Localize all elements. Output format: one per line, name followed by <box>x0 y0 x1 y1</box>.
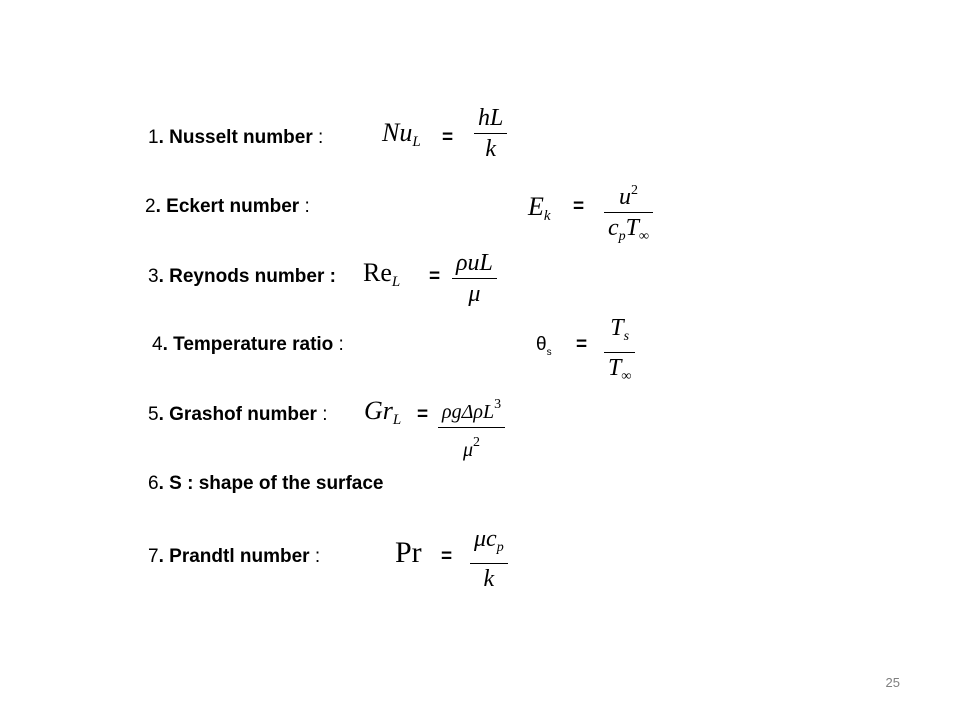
eckert-symbol: $E_k$ <box>528 192 551 224</box>
item-1-label: 1. Nusselt number : <box>148 127 324 148</box>
item-3-label: 3. Reynods number : <box>148 266 336 287</box>
eckert-formula: $u^2$ $c_pT_\infty$ <box>604 176 653 252</box>
item-3-equals: = <box>429 266 441 287</box>
reynolds-formula: ρuL μ <box>452 248 497 309</box>
prandtl-symbol: Pr <box>395 536 422 569</box>
item-5-equals: = <box>417 404 429 425</box>
theta-symbol: $\theta_s$ <box>536 334 552 358</box>
item-2-label: 2. Eckert number : <box>145 196 310 217</box>
item-2-equals: = <box>573 196 585 217</box>
reynolds-symbol: $Re_L$ <box>363 258 401 290</box>
item-4-equals: = <box>576 334 588 355</box>
prandtl-formula: $\mu c_p$ k <box>470 524 508 594</box>
item-5-label: 5. Grashof number : <box>148 404 328 425</box>
item-4-label: 4. Temperature ratio : <box>152 334 344 355</box>
nusselt-symbol: $Nu_L$ <box>382 118 421 150</box>
temperature-ratio-formula: $T_s$ $T_\infty$ <box>604 313 635 392</box>
item-7-equals: = <box>441 546 453 567</box>
item-7-label: 7. Prandtl number : <box>148 546 321 567</box>
page-number: 25 <box>885 675 900 690</box>
item-6-label: 6. S : shape of the surface <box>148 473 384 494</box>
grashof-formula: ρgΔρL$^3$ $\mu^2$ <box>438 390 505 465</box>
item-1-equals: = <box>442 127 454 148</box>
nusselt-formula: hL k <box>474 103 507 164</box>
grashof-symbol: $Gr_L$ <box>364 396 402 428</box>
